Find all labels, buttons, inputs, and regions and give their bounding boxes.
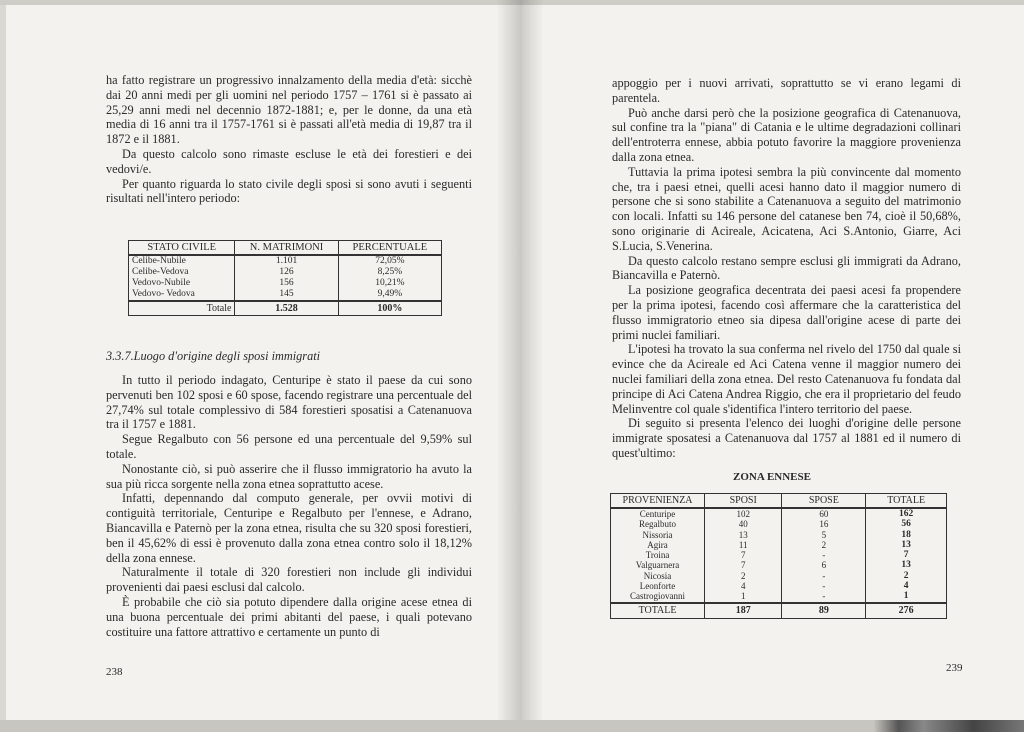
right-page [522, 0, 1024, 732]
cell-place: Troina [611, 550, 705, 560]
column-header: PROVENIENZA [611, 494, 705, 509]
cell-spose: - [782, 571, 866, 581]
cell-label: Celibe-Vedova [129, 267, 235, 278]
cell-spose: - [782, 550, 866, 560]
cell-percent: 9,49% [338, 289, 441, 301]
cell-place: Nicosia [611, 571, 705, 581]
total-label: TOTALE [611, 603, 705, 619]
table-row [611, 540, 947, 550]
page-number: 238 [106, 666, 123, 678]
section-title: 3.3.7.Luogo d'origine degli sposi immigrati [106, 349, 321, 363]
cell-totale: 56 [866, 519, 947, 529]
right-text [612, 76, 961, 461]
cell-label: Celibe-Nubile [129, 255, 235, 267]
cell-label: Vedovo- Vedova [129, 289, 235, 301]
page-edge [0, 0, 6, 732]
cell-totale: 4 [866, 581, 947, 591]
cell-place: Centuripe [611, 508, 705, 519]
cell-count: 156 [235, 278, 338, 289]
page-bottom-band [522, 720, 1024, 732]
column-header: STATO CIVILE [129, 241, 235, 256]
cell-totale: 162 [866, 508, 947, 519]
cell-spose: 16 [782, 519, 866, 529]
left-top-text [106, 73, 472, 206]
cell-sposi: 102 [705, 508, 782, 519]
cell-spose: 6 [782, 560, 866, 570]
cell-totale: 1 [866, 591, 947, 602]
left-mid-text [106, 373, 472, 639]
paragraph: In tutto il periodo indagato, Centuripe è stato il paese da cui sono pervenuti ben 102 sposi e 60 spose, facendo registrare una percentuale del 27,74% sul totale complessivo di 584 forestieri sposatisi a Catenanuova tra il 1757 e 1881. [106, 373, 472, 432]
paragraph: Tuttavia la prima ipotesi sembra la più convincente dal momento che, tra i paesi etnei, quelli acesi hanno dato il maggior numero di persone che si sono stabilite a Catenanuova a seguito del matrimonio con locali. Infatti su 146 persone del catanese ben 74, cioè il 50,68%, sono originarie di Acireale, Acicatena, Aci S.Antonio, Giarre, Aci S.Lucia, S.Venerina. [612, 164, 961, 253]
total-count: 1.528 [235, 301, 338, 316]
cell-place: Nissoria [611, 530, 705, 540]
cell-place: Valguarnera [611, 560, 705, 570]
cell-count: 145 [235, 289, 338, 301]
cell-label: Vedovo-Nubile [129, 278, 235, 289]
page-bottom-band [0, 720, 522, 732]
paragraph: Per quanto riguarda lo stato civile degli sposi si sono avuti i seguenti risultati nell'intero periodo: [106, 176, 472, 206]
table-row [611, 581, 947, 591]
table-header-row [129, 241, 442, 256]
cell-totale: 13 [866, 560, 947, 570]
cell-totale: 13 [866, 540, 947, 550]
paragraph: ha fatto registrare un progressivo innalzamento della media d'età: sicchè dai 20 anni medi per gli uomini nel periodo 1757 – 1761 si è passato ai 25,29 anni medi nel decennio 1872-1881; e, per le donne, da una età media di 16 anni tra il 1757-1761 si è passati all'età media di 19,87 tra il 1872 e il 1881. [106, 73, 472, 147]
table-row [611, 530, 947, 540]
table-row [611, 560, 947, 570]
table-row [611, 508, 947, 519]
cell-spose: 60 [782, 508, 866, 519]
cell-spose: 5 [782, 530, 866, 540]
column-header: TOTALE [866, 494, 947, 509]
paragraph: Nonostante ciò, si può asserire che il flusso immigratorio ha avuto la sua più ricca sorgente nella zona etnea soprattutto acese. [106, 461, 472, 491]
cell-sposi: 4 [705, 581, 782, 591]
cell-place: Agira [611, 540, 705, 550]
cell-sposi: 13 [705, 530, 782, 540]
total-totale: 276 [866, 603, 947, 619]
cell-count: 1.101 [235, 255, 338, 267]
cell-sposi: 40 [705, 519, 782, 529]
cell-spose: - [782, 581, 866, 591]
paragraph: L'ipotesi ha trovato la sua conferma nel rivelo del 1750 dal quale si evince che da Acireale ed Aci Catena venne il maggior numero dei nuclei familiari della zona etnea. Del resto Catenanuova fu fondata dal principe di Aci Catena Andrea Riggio, che era il proprietario del feudo Melinventre col quale s'identifica l'intero territorio del paese. [612, 342, 961, 416]
page-top-band [0, 0, 522, 5]
paragraph: Può anche darsi però che la posizione geografica di Catenanuova, sul confine tra la "piana" di Catania e le ultime degradazioni collinari dell'entroterra ennese, abbia potuto favorire la maggiore provenienza dalla zona etnea. [612, 105, 961, 164]
cell-totale: 7 [866, 550, 947, 560]
total-sposi: 187 [705, 603, 782, 619]
cell-spose: 2 [782, 540, 866, 550]
table-row [611, 550, 947, 560]
total-label: Totale [129, 301, 235, 316]
paragraph: È probabile che ciò sia potuto dipendere dalla origine acese etnea di una buona percentuale dei primi abitanti del paese, i quali potevano costituire una fattore attrattivo e certamente un punto di [106, 594, 472, 639]
cell-sposi: 7 [705, 560, 782, 570]
paragraph: Da questo calcolo sono rimaste escluse le età dei forestieri e dei vedovi/e. [106, 146, 472, 176]
cell-sposi: 1 [705, 591, 782, 602]
column-header: PERCENTUALE [338, 241, 441, 256]
table-title: ZONA ENNESE [733, 471, 811, 483]
column-header: N. MATRIMONI [235, 241, 338, 256]
paragraph: Naturalmente il totale di 320 forestieri non include gli individui provenienti dai paesi esclusi dal calcolo. [106, 565, 472, 595]
page-number: 239 [946, 662, 963, 674]
cell-totale: 2 [866, 571, 947, 581]
paragraph: Da questo calcolo restano sempre esclusi gli immigrati da Adrano, Biancavilla e Paternò. [612, 253, 961, 283]
table-total-row [129, 301, 442, 316]
cell-place: Castrogiovanni [611, 591, 705, 602]
paragraph: La posizione geografica decentrata dei paesi acesi fa propendere per la prima ipotesi, facendo così affermare che la caratteristica del flusso immigratorio etneo sia dipesa dall'origine acese di parte dei primi nuclei familiari. [612, 283, 961, 342]
column-header: SPOSI [705, 494, 782, 509]
cell-percent: 10,21% [338, 278, 441, 289]
cell-place: Leonforte [611, 581, 705, 591]
gutter-shadow [522, 0, 544, 732]
table-row [611, 591, 947, 602]
cell-count: 126 [235, 267, 338, 278]
paragraph: Di seguito si presenta l'elenco dei luoghi d'origine delle persone immigrate sposatesi a Catenanuova dal 1757 al 1881 ed il numero di quest'ultimo: [612, 416, 961, 460]
cell-sposi: 11 [705, 540, 782, 550]
table-total-row [611, 603, 947, 619]
table-row [129, 255, 442, 267]
stato-civile-table [128, 240, 442, 316]
cell-sposi: 7 [705, 550, 782, 560]
table-header-row [611, 494, 947, 509]
page-top-band [522, 0, 1024, 5]
table-row [611, 571, 947, 581]
paragraph: Infatti, depennando dal computo generale, per ovvii motivi di contiguità territoriale, Centuripe e Regalbuto per l'ennese, e Adrano, Biancavilla e Paternò per la zona etnea, risulta che su 320 sposi forestieri, ben il 45,62% di essi è provenuto dalla zona etnea contro solo il 18,12% della zona ennese. [106, 491, 472, 565]
table-row [611, 519, 947, 529]
provenienza-table [610, 493, 947, 619]
cell-sposi: 2 [705, 571, 782, 581]
gutter-shadow [496, 0, 522, 732]
cell-spose: - [782, 591, 866, 602]
paragraph: appoggio per i nuovi arrivati, soprattutto se vi erano legami di parentela. [612, 76, 961, 105]
table-row [129, 289, 442, 301]
column-header: SPOSE [782, 494, 866, 509]
table-row [129, 267, 442, 278]
cell-percent: 72,05% [338, 255, 441, 267]
cell-percent: 8,25% [338, 267, 441, 278]
cell-totale: 18 [866, 530, 947, 540]
total-percent: 100% [338, 301, 441, 316]
paragraph: Segue Regalbuto con 56 persone ed una percentuale del 9,59% sul totale. [106, 432, 472, 461]
table-row [129, 278, 442, 289]
cell-place: Regalbuto [611, 519, 705, 529]
total-spose: 89 [782, 603, 866, 619]
